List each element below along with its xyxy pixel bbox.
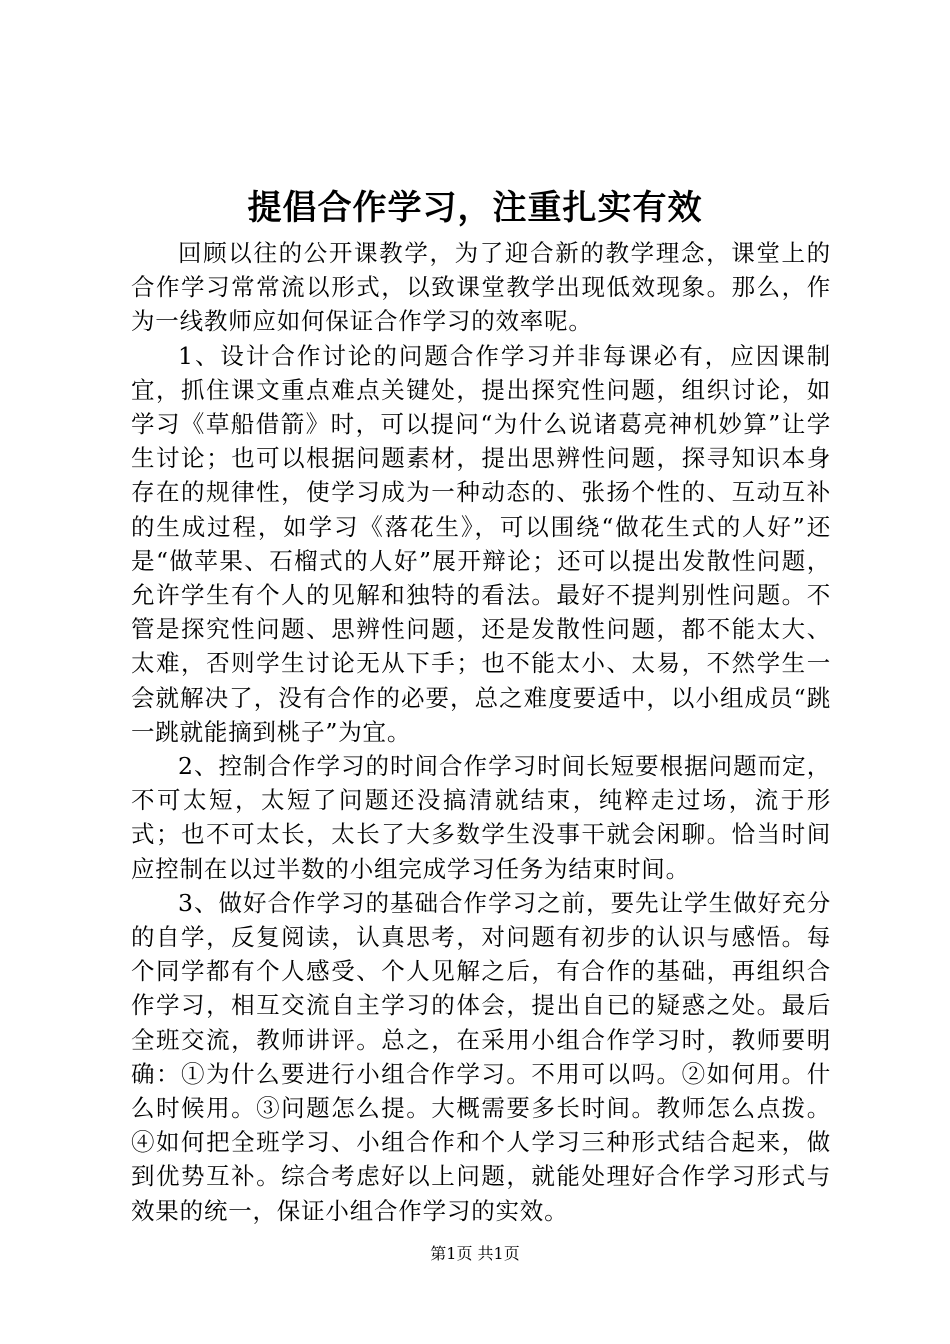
page-number-footer: 第1页 共1页 — [430, 1244, 520, 1263]
section-3-paragraph: 3、做好合作学习的基础合作学习之前，要先让学生做好充分的自学，反复阅读，认真思考，对问题有初步的认识与感悟。每个同学都有个人感受、个人见解之后，有合作的基础，再组织合作学习，相互交流自主学习的体会，提出自已的疑惑之处。最后全班交流，教师讲评。总之，在采用小组合作学习时，教师要明确：①为什么要进行小组合作学习。不用可以吗。②如何用。什么时候用。③问题怎么提。大概需要多长时间。教师怎么点拨。④如何把全班学习、小组合作和个人学习三种形式结合起来，做到优势互补。综合考虑好以上问题，就能处理好合作学习形式与效果的统一，保证小组合作学习的实效。 — [131, 888, 831, 1225]
document-body — [131, 236, 831, 1228]
section-2-paragraph: 2、控制合作学习的时间合作学习时间长短要根据问题而定，不可太短，太短了问题还没搞清就结束，纯粹走过场，流于形式；也不可太长，太长了大多数学生没事干就会闲聊。恰当时间应控制在以过半数的小组完成学习任务为结束时间。 — [131, 752, 831, 883]
section-1-paragraph: 1、设计合作讨论的问题合作学习并非每课必有，应因课制宜，抓住课文重点难点关键处，提出探究性问题，组织讨论，如学习《草船借箭》时，可以提问“为什么说诸葛亮神机妙算”让学生讨论；也可以根据问题素材，提出思辨性问题，探寻知识本身存在的规律性，使学习成为一种动态的、张扬个性的、互动互补的生成过程，如学习《落花生》，可以围绕“做花生式的人好”还是“做苹果、石榴式的人好”展开辩论；还可以提出发散性问题，允许学生有个人的见解和独特的看法。最好不提判别性问题。不管是探究性问题、思辨性问题，还是发散性问题，都不能太大、太难，否则学生讨论无从下手；也不能太小、太易，不然学生一会就解决了，没有合作的必要，总之难度要适中，以小组成员“跳一跳就能摘到桃子”为宜。 — [131, 341, 831, 746]
document-title: 提倡合作学习，注重扎实有效 — [247, 188, 703, 228]
intro-paragraph: 回顾以往的公开课教学，为了迎合新的教学理念，课堂上的合作学习常常流以形式，以致课堂教学出现低效现象。那么，作为一线教师应如何保证合作学习的效率呢。 — [131, 239, 831, 336]
